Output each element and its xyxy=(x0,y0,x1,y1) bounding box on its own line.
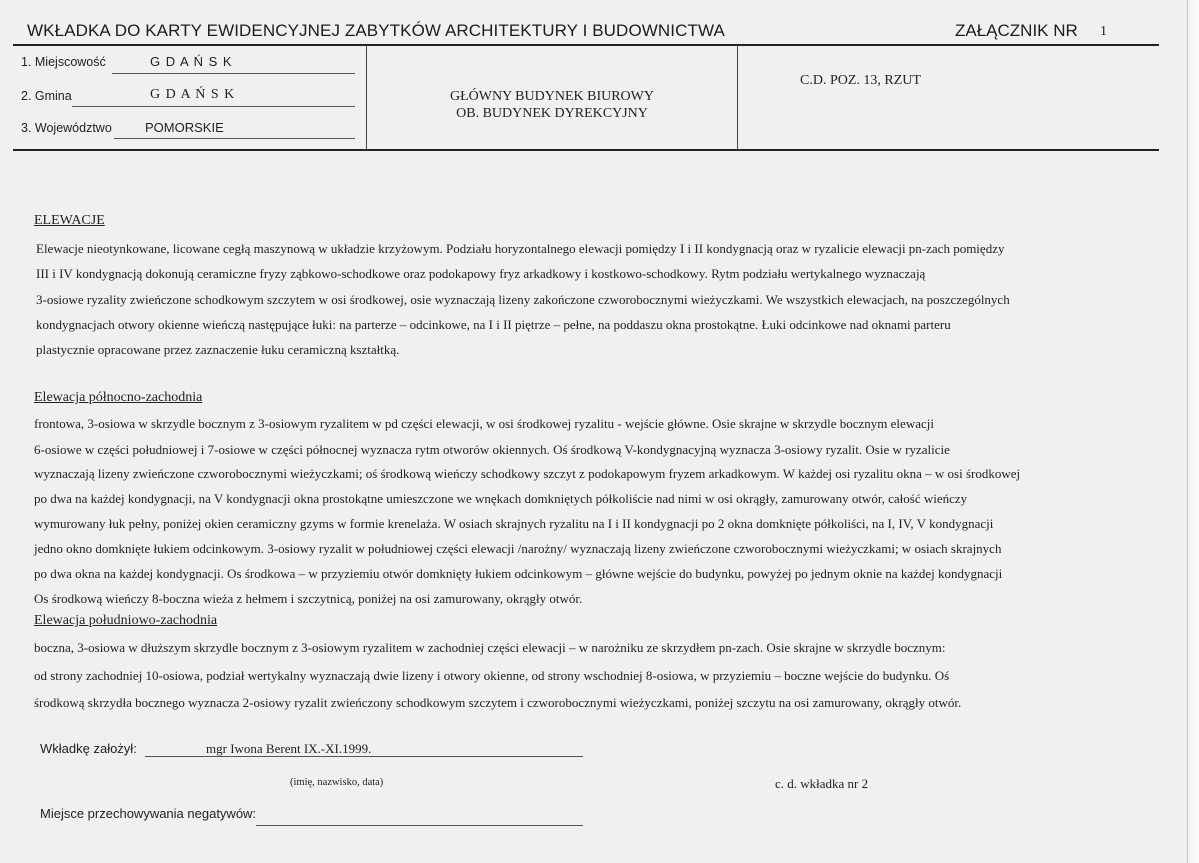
locality-value: G D A Ń S K xyxy=(150,54,233,69)
commune-value: G D A Ń S K xyxy=(150,87,236,102)
author-label: Wkładkę założył: xyxy=(40,741,137,756)
object-name-line2: OB. BUDYNEK DYREKCYJNY xyxy=(456,106,648,121)
text-line: 6-osiowe w części południowej i 7-osiowe w części północnej wyznacza rytm otworów okiennych. Oś środkową V-kondygnacyjną wyznacza 3-osiowy ryzalit. Osie w ryzalicie xyxy=(34,442,950,457)
text-line: wyznaczają lizeny zwieńczone czworobocznymi wieżyczkami; oś środkową wieńczy schodkowy szczyt z podokapowym fryzem arkadkowym. W każdej osi ryzalitu okna – w osi środkowej xyxy=(34,466,1021,481)
text-line: 3-osiowe ryzality zwieńczone schodkowym szczytem w osi środkowej, osie wyznaczają lizeny zakończone czworobocznymi wieżyczkami. We wszystkich elewacjach, na poszczególnych xyxy=(36,292,1010,307)
voivodeship-underline xyxy=(114,138,355,139)
object-name-line1: GŁÓWNY BUDYNEK BIUROWY xyxy=(449,89,654,104)
text-line: Elewacje nieotynkowane, licowane cegłą maszynową w układzie krzyżowym. Podziału horyzontalnego elewacji pomiędzy I i II kondygnacją oraz w ryzalicie elewacji pn-zach pomiędzy xyxy=(36,241,1005,256)
continuation-note: c. d. wkładka nr 2 xyxy=(775,776,869,791)
author-hint: (imię, nazwisko, data) xyxy=(290,777,384,788)
text-line: środkową skrzydła bocznego wyznacza 2-osiowy ryzalit zwieńczony schodkowym szczytem i czworobocznymi wieżyczkami, poniżej szczytu na osi zamurowany, okrągły otwór. xyxy=(34,695,962,710)
section-title-elewacje: ELEWACJE xyxy=(34,213,105,228)
voivodeship-label: 3. Województwo xyxy=(21,121,112,135)
section-title-pn-zach: Elewacja północno-zachodnia xyxy=(34,390,203,405)
text-line: po dwa na każdej kondygnacji, na V kondygnacji okna prostokątne umieszczone we wnękach domkniętych półkoliście nad nimi w osi okrągły, zamurowany otwór, całość wieńczy xyxy=(34,491,968,506)
annex-label: ZAŁĄCZNIK NR xyxy=(955,21,1078,40)
text-line: plastycznie opracowane przez zaznaczenie łuku ceramiczną kształtką. xyxy=(36,342,400,357)
reference-text: C.D. POZ. 13, RZUT xyxy=(800,73,921,88)
locality-underline xyxy=(112,73,355,74)
text-line: boczna, 3-osiowa w dłuższym skrzydle bocznym z 3-osiowym ryzalitem w zachodniej części elewacji – w narożniku ze skrzydłem pn-zach. Osie skrajne w skrzydle bocznym: xyxy=(34,640,946,655)
box-divider-2 xyxy=(737,45,738,150)
scan-edge xyxy=(1187,0,1199,863)
text-line: frontowa, 3-osiowa w skrzydle bocznym z 3-osiowym ryzalitem w pd części elewacji, w osi środkowej ryzalitu - wejście główne. Osie skrajne w skrzydle bocznym elewacji xyxy=(34,416,934,431)
text-line: wymurowany łuk pełny, poniżej okien ceramiczny gzyms w formie krenelaża. W osiach skrajnych ryzalitu na I i II kondygnacji po 2 okna domknięte półkoliści, na I, IV, V kondygnacji xyxy=(34,516,994,531)
commune-label: 2. Gmina xyxy=(21,89,72,103)
text-line: jedno okno domknięte łukiem odcinkowym. 3-osiowy ryzalit w południowej części elewacji /narożny/ wyznaczają lizeny zwieńczone czworobocznymi wieżyczkami; w osiach skrajnych xyxy=(34,541,1002,556)
text-line: Os środkową wieńczy 8-boczna wieża z hełmem i szczytnicą, poniżej na osi zamurowany, okrągły otwór. xyxy=(34,591,583,606)
header-rule xyxy=(13,44,1159,46)
voivodeship-value: POMORSKIE xyxy=(145,120,224,135)
text-line: od strony zachodniej 10-osiowa, podział wertykalny wyznaczają dwie lizeny i otwory okienne, od strony wschodniej 8-osiowa, w przyziemiu – boczne wejście do budynku. Oś xyxy=(34,668,950,683)
box-bottom-rule xyxy=(13,149,1159,151)
section-title-pd-zach: Elewacja południowo-zachodnia xyxy=(34,613,218,628)
text-line: III i IV kondygnacją dokonują ceramiczne fryzy ząbkowo-schodkowe oraz podokapowy fryz arkadkowy i kostkowo-schodkowy. Rytm podziału wertykalnego wyznaczają xyxy=(36,266,926,281)
author-underline xyxy=(145,756,583,757)
text-line: po dwa okna na każdej kondygnacji. Os środkowa – w przyziemiu otwór domknięty łukiem odcinkowym – główne wejście do budynku, powyżej po jednym oknie na każdej kondygnacji xyxy=(34,566,1003,581)
annex-number: 1 xyxy=(1100,24,1107,39)
negatives-label: Miejsce przechowywania negatywów: xyxy=(40,806,257,821)
negatives-underline xyxy=(256,825,583,826)
text-line: kondygnacjach otwory okienne wieńczą następujące łuki: na parterze – odcinkowe, na I i II piętrze – pełne, na poddaszu okna prostokątne. Łuki odcinkowe nad oknami parteru xyxy=(36,317,951,332)
author-value: mgr Iwona Berent IX.-XI.1999. xyxy=(206,741,372,756)
commune-underline xyxy=(72,106,355,107)
document-title: WKŁADKA DO KARTY EWIDENCYJNEJ ZABYTKÓW ARCHITEKTURY I BUDOWNICTWA xyxy=(27,21,725,40)
locality-label: 1. Miejscowość xyxy=(21,55,106,69)
